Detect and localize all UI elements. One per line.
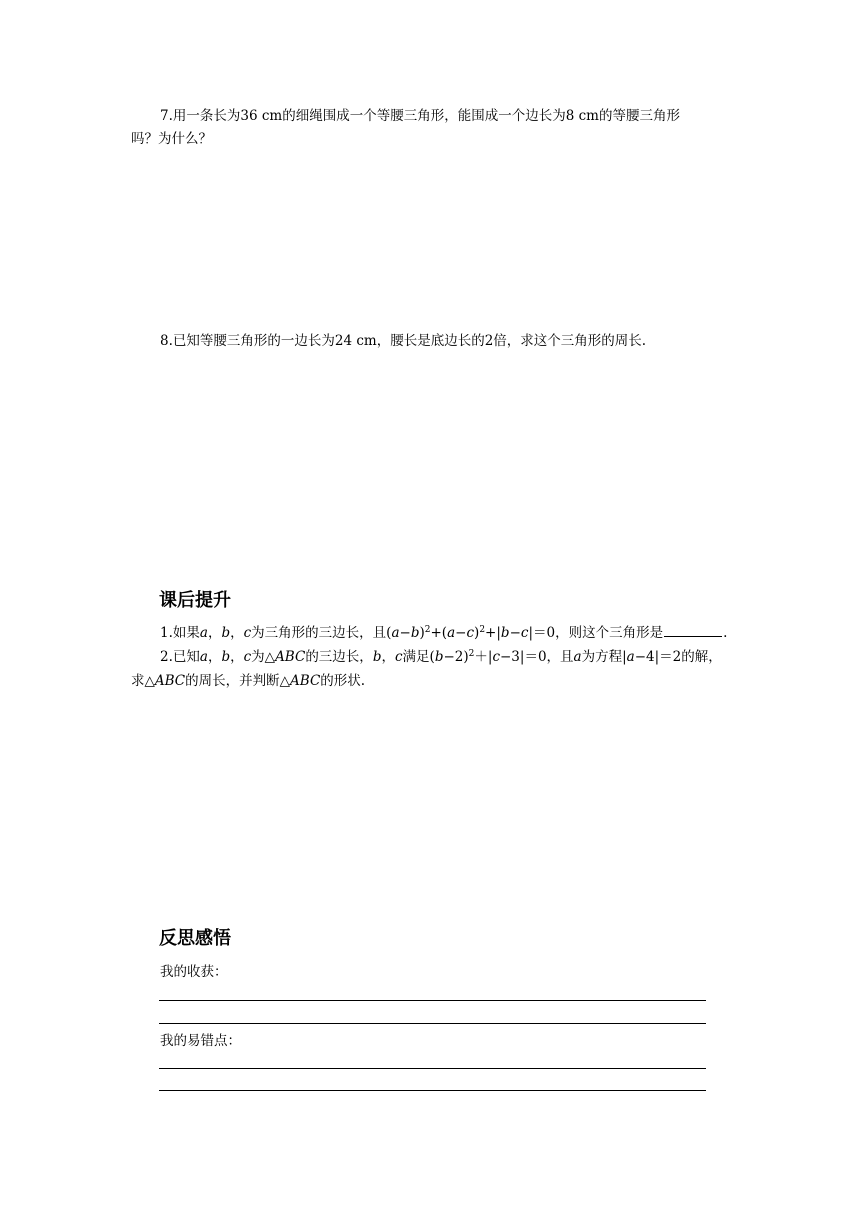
my-gains-label: 我的收获： (160, 964, 228, 980)
question-7-line-1: 7.用一条长为36 cm的细绳围成一个等腰三角形，能围成一个边长为8 cm的等腰三角形 (160, 108, 680, 124)
after-class-problem-2-line-2: 求△ABC的周长，并判断△ABC的形状. (131, 673, 366, 689)
answer-blank[interactable] (664, 623, 722, 637)
after-class-problem-2-line-1: 2.已知a，b，c为△ABC的三边长，b，c满足$(b-2)^2+|c-3|=0$，且a为方程|a−4|＝2的解， (160, 649, 722, 665)
reflection-heading: 反思感悟 (159, 928, 231, 949)
question-8-text: 8.已知等腰三角形的一边长为24 cm，腰长是底边长的2倍，求这个三角形的周长. (160, 333, 647, 349)
gains-writing-line-1[interactable] (159, 1000, 706, 1001)
my-mistakes-label: 我的易错点： (160, 1033, 241, 1049)
mistakes-writing-line-2[interactable] (159, 1090, 706, 1091)
after-class-problem-1: 1.如果a，b，c为三角形的三边长，且$(a-b)^2+(a-c)^2+|b-c|=0$，则这个三角形是 . (160, 625, 728, 641)
question-7-line-2: 吗？为什么？ (131, 131, 212, 147)
mistakes-writing-line-1[interactable] (159, 1068, 706, 1069)
gains-writing-line-2[interactable] (159, 1023, 706, 1024)
after-class-heading: 课后提升 (159, 590, 231, 611)
